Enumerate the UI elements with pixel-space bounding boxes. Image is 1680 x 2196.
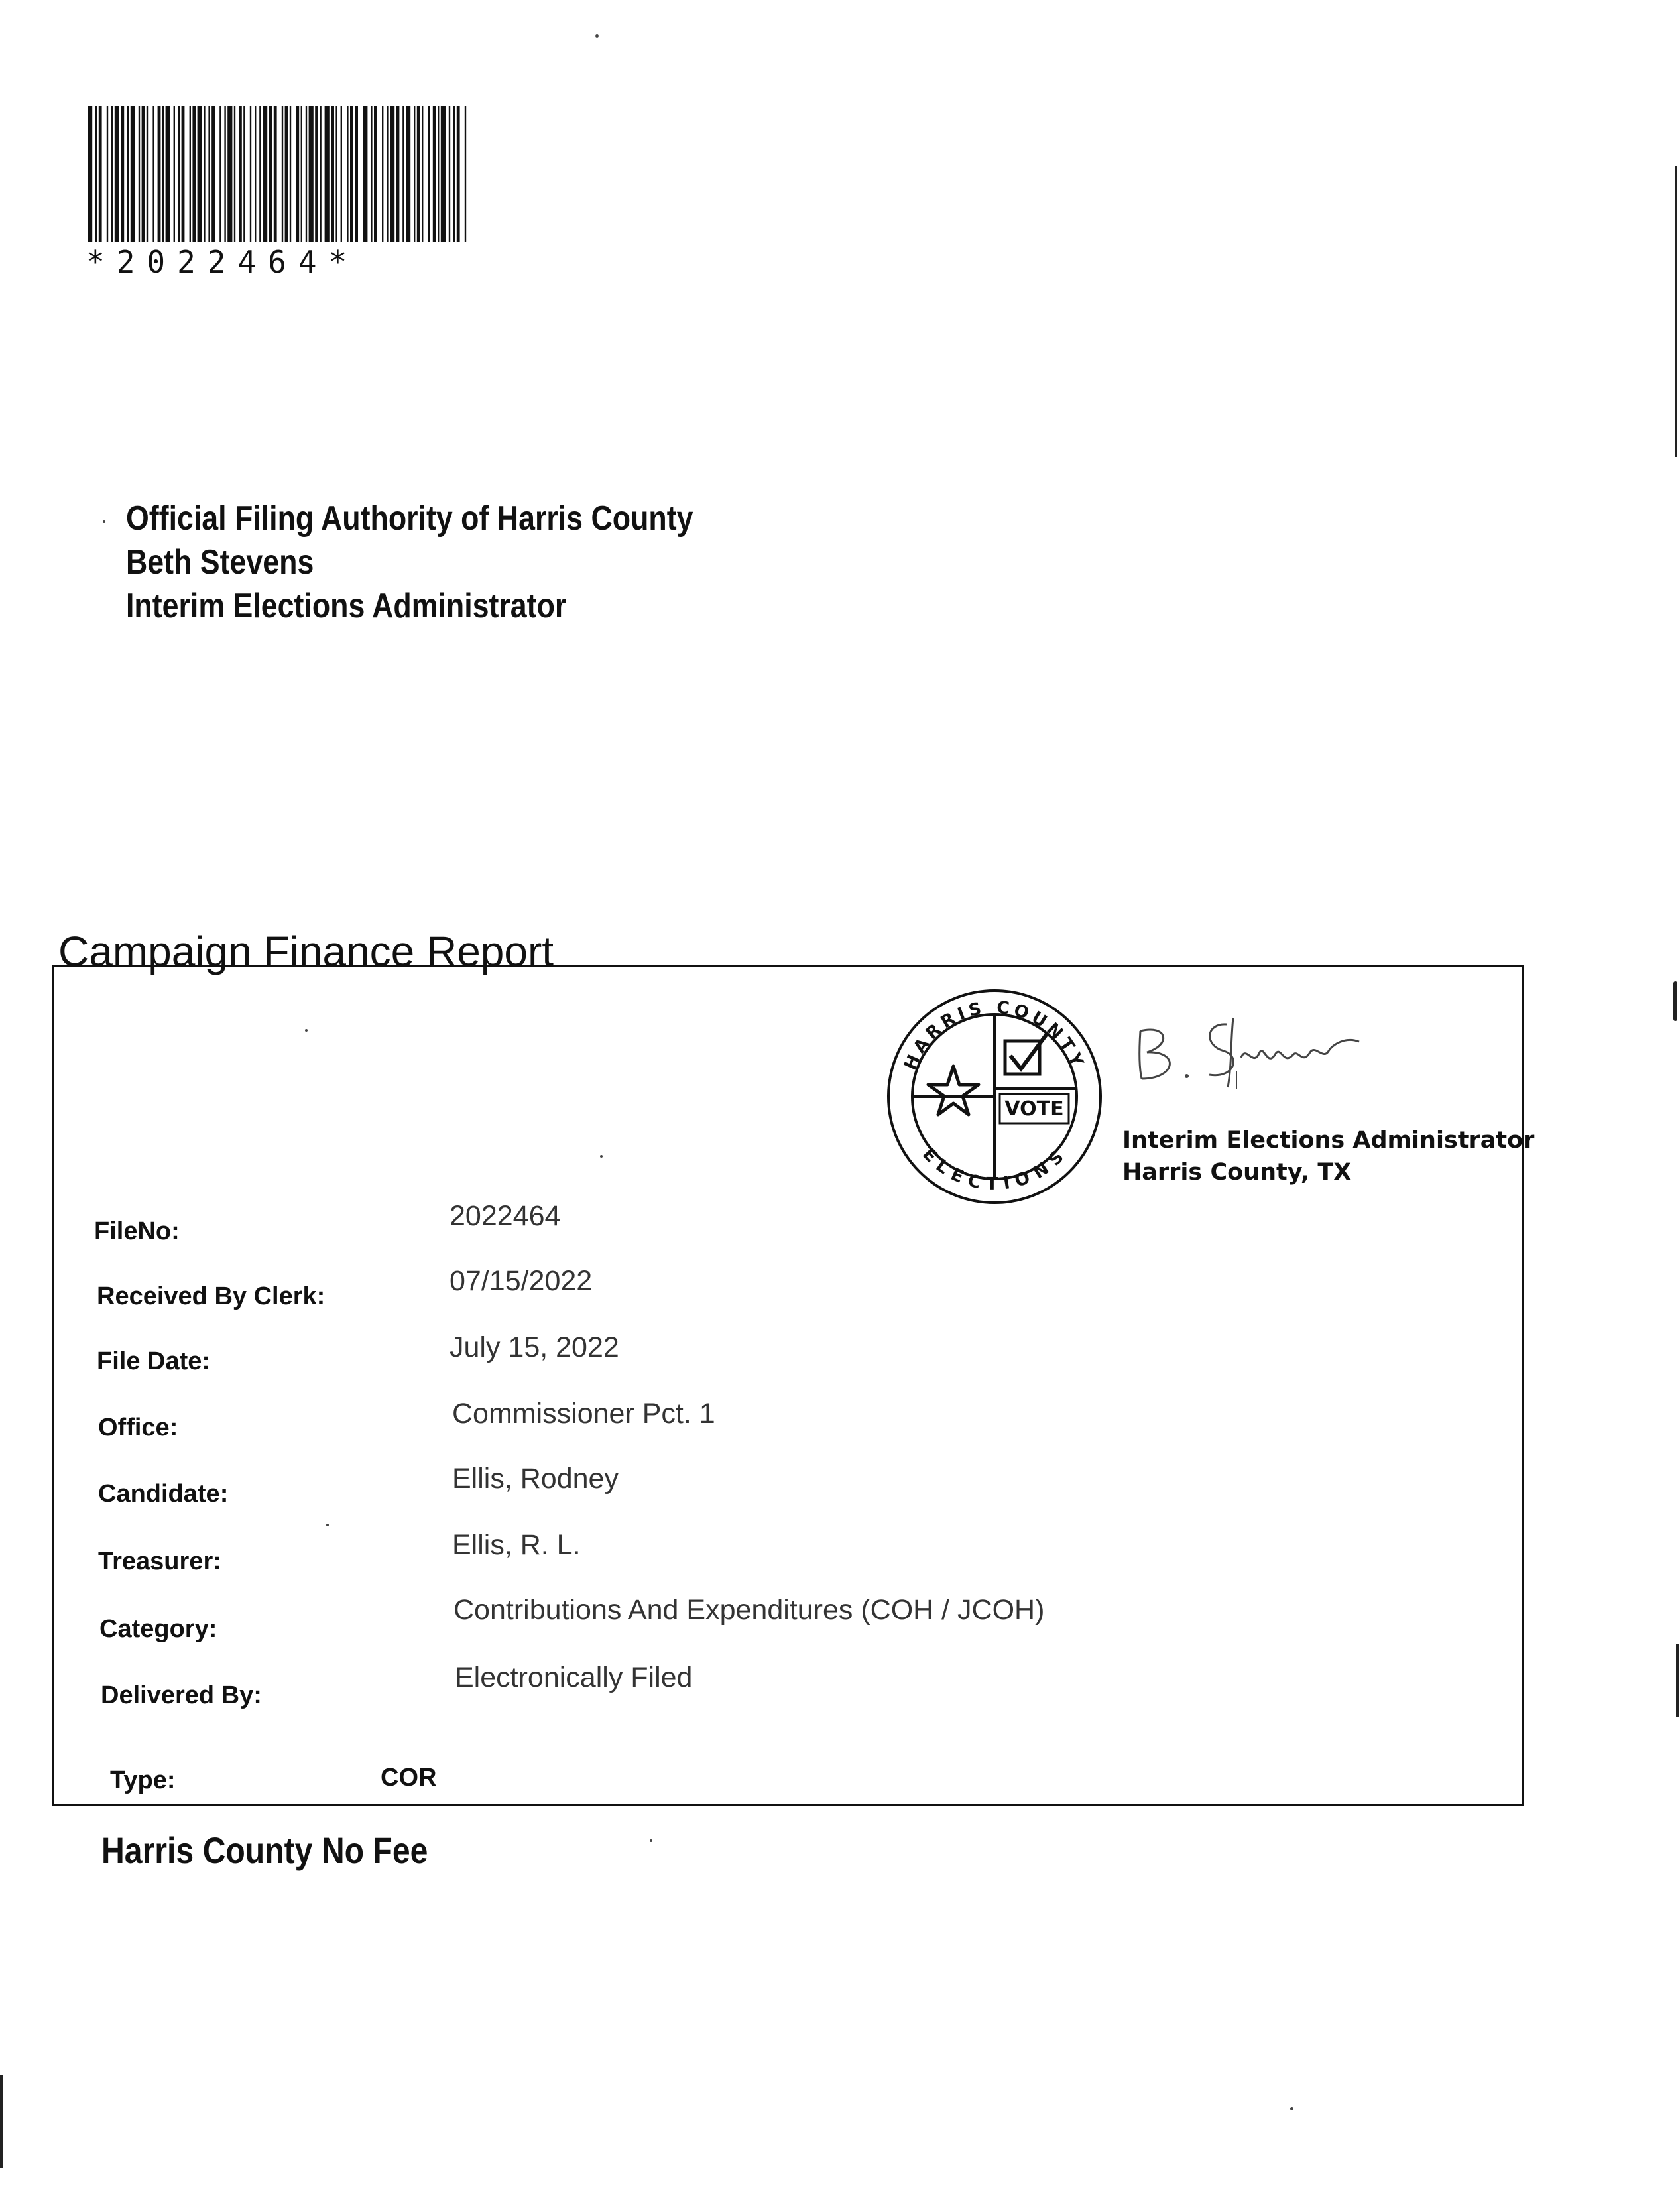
barcode-bar <box>309 106 314 242</box>
barcode-bar <box>320 106 321 242</box>
barcode-bar <box>417 106 420 242</box>
barcode-bar <box>99 106 102 242</box>
barcode-bar <box>208 106 210 242</box>
field-value-file-date: July 15, 2022 <box>450 1331 619 1363</box>
barcode-bar <box>331 106 334 242</box>
barcode-bar <box>139 106 140 242</box>
barcode-bar <box>259 106 261 242</box>
filing-authority-role: Interim Elections Administrator <box>126 587 567 625</box>
barcode-bar <box>147 106 148 242</box>
barcode-bar <box>296 106 299 242</box>
barcode-bar <box>355 106 358 242</box>
barcode-bar <box>250 106 251 242</box>
scan-speck <box>595 34 599 38</box>
fee-note: Harris County No Fee <box>101 1829 428 1871</box>
barcode-bar <box>363 106 367 242</box>
barcode-bar <box>182 106 185 242</box>
barcode-bar <box>315 106 318 242</box>
barcode-bar <box>350 106 353 242</box>
barcode-bar <box>347 106 348 242</box>
field-label-fileno: FileNo: <box>94 1217 180 1245</box>
barcode-bar <box>396 106 400 242</box>
scan-speck <box>650 1839 652 1842</box>
field-value-delivered-by: Electronically Filed <box>455 1662 693 1693</box>
barcode-bar <box>325 106 330 242</box>
field-label-type: Type: <box>110 1766 176 1794</box>
field-value-category: Contributions And Expenditures (COH / JCOH) <box>453 1594 1045 1626</box>
filing-authority-title: Official Filing Authority of Harris County <box>126 499 693 538</box>
scan-edge-mark <box>0 2075 3 2168</box>
barcode-bar <box>428 106 430 242</box>
barcode-bar <box>127 106 129 242</box>
field-label-delivered-by: Delivered By: <box>101 1681 262 1709</box>
barcode-bar <box>111 106 113 242</box>
barcode-bar <box>274 106 277 242</box>
field-value-received: 07/15/2022 <box>450 1265 593 1297</box>
barcode-bar <box>192 106 196 242</box>
filing-authority-name: Beth Stevens <box>126 543 314 581</box>
barcode-bar <box>371 106 372 242</box>
barcode-bar <box>178 106 180 242</box>
scan-speck <box>305 1029 308 1032</box>
barcode-bar <box>390 106 394 242</box>
barcode-bar <box>115 106 119 242</box>
barcode-bar <box>402 106 404 242</box>
barcode-number: *2022464* <box>86 244 359 280</box>
barcode-bar <box>414 106 415 242</box>
barcode-bar <box>95 106 97 242</box>
scan-speck <box>1290 2107 1293 2110</box>
barcode-bar <box>158 106 161 242</box>
barcode-bar <box>465 106 466 242</box>
barcode-bar <box>457 106 460 242</box>
seal-bottom-text: ELECTIONS <box>918 1144 1071 1195</box>
barcode-bar <box>198 106 202 242</box>
report-title: Campaign Finance Report <box>58 928 554 975</box>
field-label-received: Received By Clerk: <box>97 1282 326 1310</box>
barcode-bar <box>306 106 307 242</box>
barcode-bar <box>269 106 272 242</box>
scan-speck <box>103 520 105 523</box>
barcode-bar <box>449 106 450 242</box>
barcode-bar <box>387 106 388 242</box>
barcode-bar <box>131 106 135 242</box>
field-label-treasurer: Treasurer: <box>98 1548 221 1575</box>
barcode-bar <box>162 106 164 242</box>
barcode-bar <box>438 106 439 242</box>
field-value-type: COR <box>381 1764 437 1792</box>
scan-speck <box>326 1524 329 1526</box>
barcode-bar <box>211 106 215 242</box>
field-label-category: Category: <box>99 1615 217 1643</box>
barcode-bar <box>166 106 170 242</box>
barcode-bar <box>335 106 337 242</box>
field-value-candidate: Ellis, Rodney <box>452 1463 619 1494</box>
barcode-bar <box>142 106 145 242</box>
barcode-bar <box>219 106 221 242</box>
barcode-bar <box>301 106 302 242</box>
report-frame <box>52 965 1524 1806</box>
barcode-bar <box>88 106 92 242</box>
star-icon <box>928 1066 979 1115</box>
field-value-fileno: 2022464 <box>450 1200 561 1232</box>
field-value-office: Commissioner Pct. 1 <box>452 1398 715 1430</box>
barcode-bar <box>255 106 256 242</box>
barcode-bar <box>224 106 225 242</box>
scan-edge-mark <box>1673 981 1677 1021</box>
scan-edge-mark <box>1675 166 1677 457</box>
signature <box>1127 1005 1366 1091</box>
harris-county-elections-seal <box>884 987 1105 1207</box>
field-label-office: Office: <box>98 1414 178 1441</box>
seal-top-text: HARRIS COUNTY <box>900 997 1089 1073</box>
barcode-bar <box>190 106 191 242</box>
field-label-file-date: File Date: <box>97 1347 211 1375</box>
scan-speck <box>600 1155 603 1158</box>
barcode-bar <box>121 106 124 242</box>
barcode-bar <box>422 106 423 242</box>
field-value-treasurer: Ellis, R. L. <box>452 1529 581 1561</box>
checkbox-icon <box>1005 1033 1048 1074</box>
barcode-bar <box>453 106 455 242</box>
barcode-bar <box>382 106 383 242</box>
barcode-bar <box>433 106 436 242</box>
administrator-location: Harris County, TX <box>1122 1159 1352 1186</box>
barcode-bar <box>341 106 342 242</box>
barcode-bar <box>174 106 175 242</box>
barcode-bar <box>285 106 288 242</box>
barcode-bar <box>374 106 377 242</box>
barcode-bar <box>204 106 205 242</box>
barcode-bar <box>239 106 242 242</box>
barcode-bar <box>441 106 446 242</box>
barcode-bar <box>290 106 291 242</box>
barcode-bar <box>152 106 154 242</box>
administrator-title: Interim Elections Administrator <box>1122 1127 1535 1154</box>
barcode-bar <box>263 106 267 242</box>
field-label-candidate: Candidate: <box>98 1480 229 1508</box>
barcode-bar <box>243 106 245 242</box>
barcode-bar <box>406 106 410 242</box>
barcode-bar <box>282 106 283 242</box>
scan-edge-mark <box>1676 1644 1679 1717</box>
barcode <box>86 106 467 242</box>
barcode-bar <box>107 106 108 242</box>
seal-vote-label: VOTE <box>1004 1097 1064 1121</box>
barcode-bar <box>227 106 232 242</box>
barcode-bar <box>234 106 235 242</box>
